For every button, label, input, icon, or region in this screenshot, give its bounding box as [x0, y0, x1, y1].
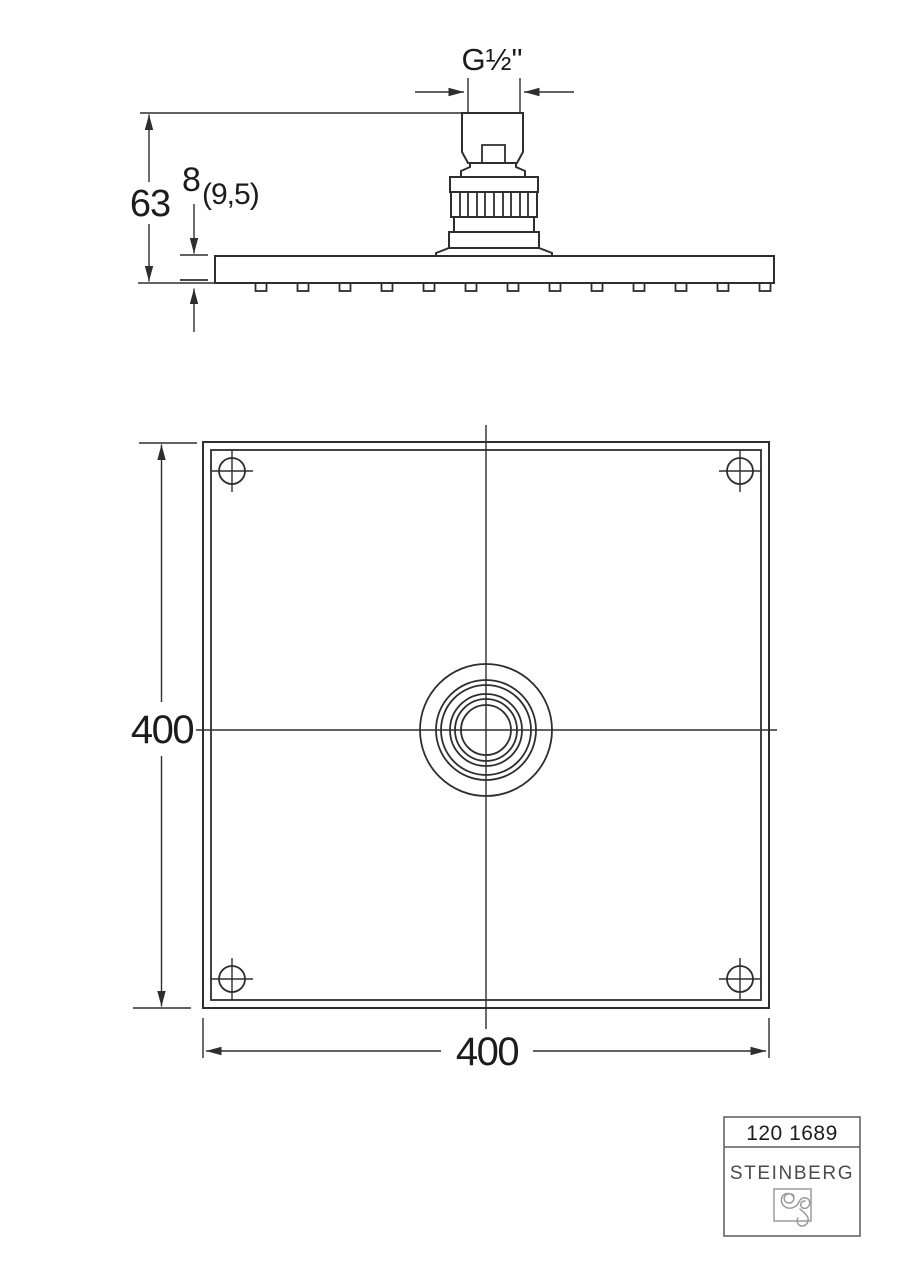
plan-view	[193, 425, 777, 1033]
nozzle	[718, 283, 729, 291]
connector-transition	[461, 163, 525, 177]
left-dim-label: 400	[130, 708, 194, 752]
corner-marker	[719, 450, 761, 492]
nozzle	[298, 283, 309, 291]
nozzle	[466, 283, 477, 291]
nozzle	[760, 283, 771, 291]
nozzle	[508, 283, 519, 291]
thickness-dim-label: 8	[182, 161, 201, 199]
corner-marker	[211, 958, 253, 1000]
brand-name: STEINBERG	[729, 1163, 855, 1184]
dim-thickness-8	[180, 161, 259, 332]
nozzle	[424, 283, 435, 291]
dim-thread	[415, 42, 574, 112]
title-block	[724, 1117, 860, 1236]
connector-knurl	[451, 192, 537, 217]
knurl-ribs	[460, 192, 528, 217]
connector-base	[449, 232, 539, 248]
nozzle	[676, 283, 687, 291]
connector-flange	[436, 248, 552, 256]
connector-band	[454, 217, 534, 232]
nozzle	[256, 283, 267, 291]
steinberg-logo-icon	[774, 1189, 811, 1226]
thread-extension-lines	[468, 78, 520, 112]
nozzle	[550, 283, 561, 291]
corner-marker	[211, 450, 253, 492]
dim-width-400-left	[129, 443, 197, 1008]
height-dim-label: 63	[129, 183, 171, 225]
nozzle	[382, 283, 393, 291]
nozzle	[340, 283, 351, 291]
nozzle	[634, 283, 645, 291]
thickness-alt-label: (9,5)	[202, 178, 259, 211]
nozzle-row	[256, 283, 771, 291]
shower-plate-side	[215, 256, 774, 283]
corner-marker	[719, 958, 761, 1000]
thread-label: G½"	[461, 42, 523, 77]
article-number: 120 1689	[746, 1122, 838, 1145]
bottom-dim-label: 400	[455, 1030, 519, 1074]
connector-pipe	[462, 113, 523, 163]
connector-notch	[482, 145, 505, 163]
connector-nut-top	[450, 177, 538, 192]
nozzle	[592, 283, 603, 291]
